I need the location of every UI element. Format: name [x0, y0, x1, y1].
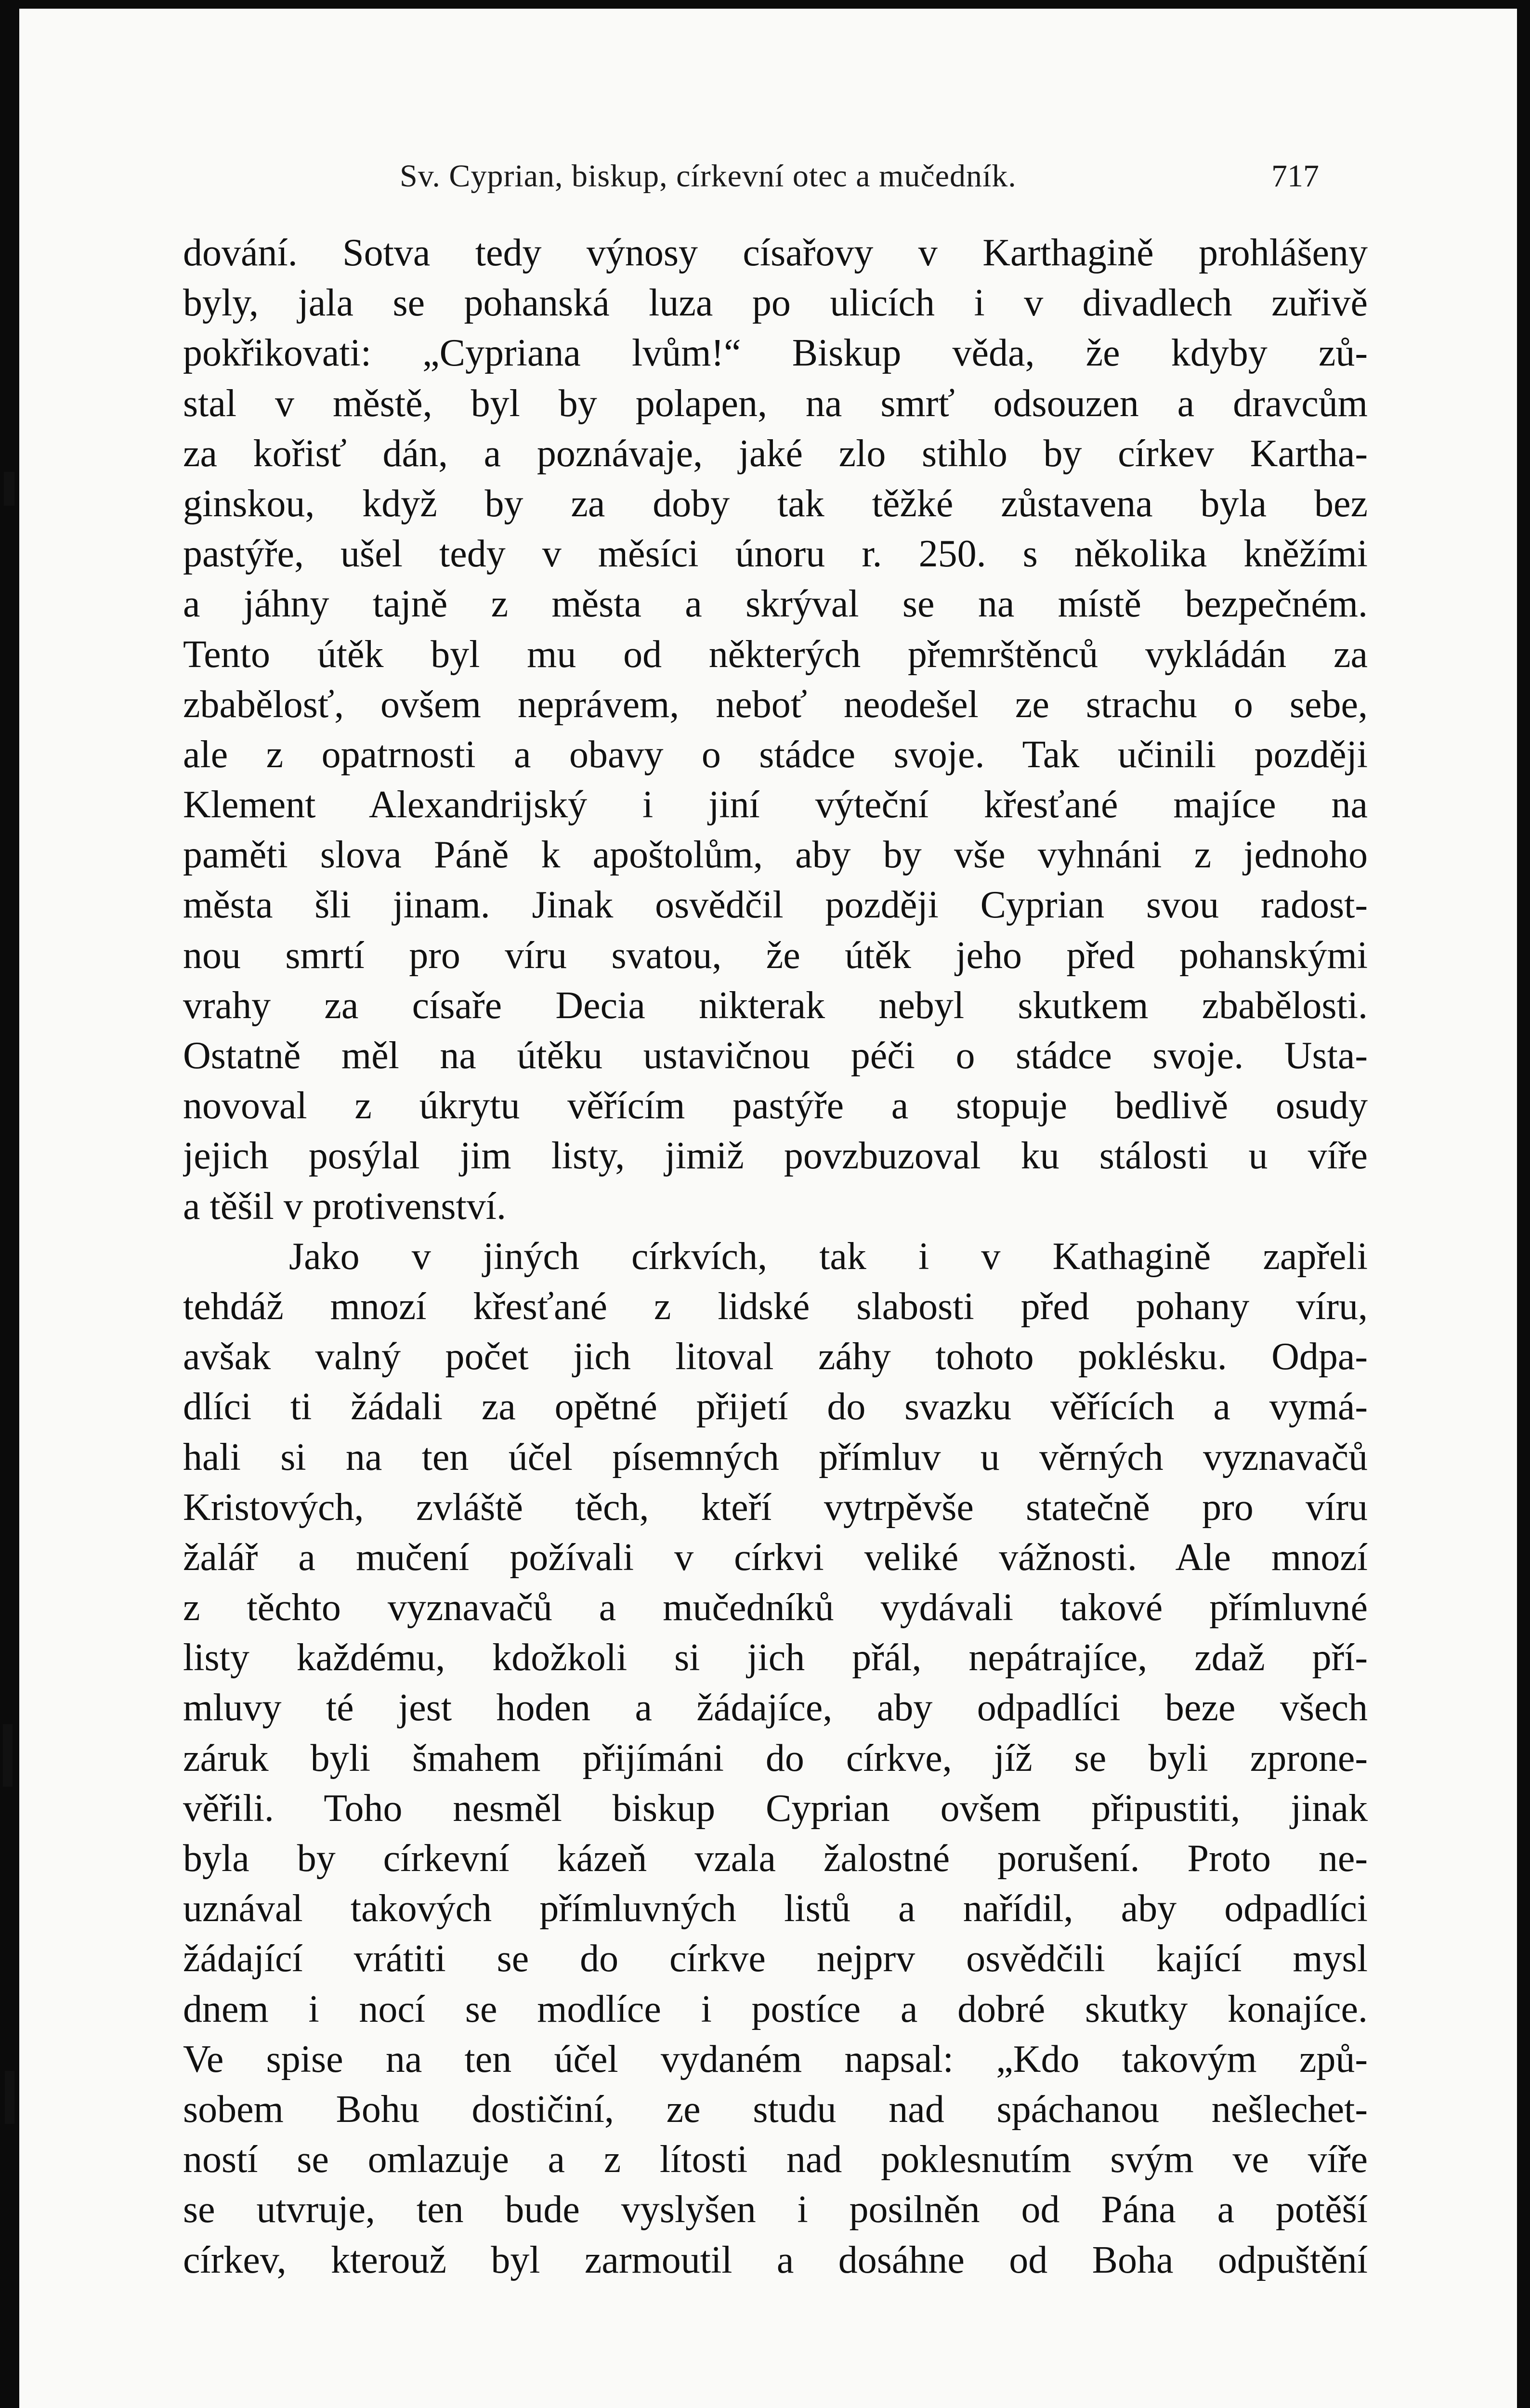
- text-line: a jáhny tajně z města a skrýval se na místě bezpečném.: [183, 583, 1368, 626]
- text-line: Jako v jiných církvích, tak i v Kathagině zapřeli: [289, 1235, 1368, 1278]
- scan-edge-mark: [3, 1724, 13, 1787]
- text-line: zbabělosť, ovšem neprávem, neboť neodešel ze strachu o sebe,: [183, 683, 1368, 726]
- text-line: sobem Bohu dostičiní, ze studu nad spáchanou nešlechet-: [183, 2088, 1368, 2131]
- text-line: z těchto vyznavačů a mučedníků vydávali takové přímluvné: [183, 1586, 1368, 1629]
- text-line: se utvruje, ten bude vyslyšen i posilněn od Pána a potěší: [183, 2188, 1368, 2231]
- text-line: dnem i nocí se modlíce i postíce a dobré skutky konajíce.: [183, 1988, 1368, 2030]
- text-line: nou smrtí pro víru svatou, že útěk jeho před pohanskými: [183, 934, 1368, 977]
- text-line: uznával takových přímluvných listů a nařídil, aby odpadlíci: [183, 1887, 1368, 1930]
- paragraph: [183, 1231, 1368, 2285]
- text-line: za kořisť dán, a poznávaje, jaké zlo stihlo by církev Kartha-: [183, 432, 1368, 475]
- text-line: dlíci ti žádali za opětné přijetí do svazku věřících a vymá-: [183, 1386, 1368, 1428]
- text-line: mluvy té jest hoden a žádajíce, aby odpadlíci beze všech: [183, 1687, 1368, 1729]
- text-line: byly, jala se pohanská luza po ulicích i v divadlech zuřivě: [183, 282, 1368, 325]
- text-line: paměti slova Páně k apoštolům, aby by vše vyhnáni z jednoho: [183, 834, 1368, 877]
- text-line: a těšil v protivenství.: [183, 1185, 507, 1228]
- running-title: Sv. Cyprian, biskup, církevní otec a mučedník.: [400, 158, 1017, 194]
- text-line: Ve spise na ten účel vydaném napsal: „Kdo takovým způ-: [183, 2038, 1368, 2081]
- text-line: Tento útěk byl mu od některých přemrštěnců vykládán za: [183, 633, 1368, 676]
- text-line: ností se omlazuje a z lítosti nad poklesnutím svým ve víře: [183, 2138, 1368, 2181]
- text-line: Kristových, zvláště těch, kteří vytrpěvše statečně pro víru: [183, 1486, 1368, 1529]
- text-line: jejich posýlal jim listy, jimiž povzbuzoval ku stálosti u víře: [183, 1135, 1368, 1178]
- text-line: Klement Alexandrijský i jiní výteční křesťané majíce na: [183, 784, 1368, 826]
- text-line: pokřikovati: „Cypriana lvům!“ Biskup věda, že kdyby zů-: [183, 332, 1368, 375]
- text-line: byla by církevní kázeň vzala žalostné porušení. Proto ne-: [183, 1837, 1368, 1880]
- text-line: církev, kterouž byl zarmoutil a dosáhne od Boha odpuštění: [183, 2238, 1368, 2281]
- scan-edge-mark: [5, 2071, 14, 2124]
- text-line: vrahy za císaře Decia nikterak nebyl skutkem zbabělosti.: [183, 984, 1368, 1027]
- page-header: [19, 148, 1517, 201]
- text-line: věřili. Toho nesměl biskup Cyprian ovšem připustiti, jinak: [183, 1787, 1368, 1830]
- text-line: pastýře, ušel tedy v měsíci únoru r. 250. s několika kněžími: [183, 533, 1368, 576]
- body-text: [183, 228, 1368, 2285]
- text-line: města šli jinam. Jinak osvědčil později Cyprian svou radost-: [183, 884, 1368, 927]
- book-page: [19, 9, 1517, 2408]
- page-number: 717: [1271, 158, 1319, 194]
- text-line: novoval z úkrytu věřícím pastýře a stopuje bedlivě osudy: [183, 1085, 1368, 1127]
- text-line: žádající vrátiti se do církve nejprv osvědčili kající mysl: [183, 1937, 1368, 1980]
- scan-edge-mark: [4, 472, 14, 506]
- text-line: žalář a mučení požívali v církvi veliké vážnosti. Ale mnozí: [183, 1536, 1368, 1579]
- text-line: dování. Sotva tedy výnosy císařovy v Karthagině prohlášeny: [183, 232, 1368, 274]
- text-line: ginskou, když by za doby tak těžké zůstavena byla bez: [183, 482, 1368, 525]
- text-line: záruk byli šmahem přijímáni do církve, jíž se byli zprone-: [183, 1737, 1368, 1780]
- text-line: listy každému, kdožkoli si jich přál, nepátrajíce, zdaž pří-: [183, 1636, 1368, 1679]
- text-line: hali si na ten účel písemných přímluv u věrných vyznavačů: [183, 1436, 1368, 1479]
- text-line: stal v městě, byl by polapen, na smrť odsouzen a dravcům: [183, 382, 1368, 425]
- text-line: avšak valný počet jich litoval záhy tohoto poklésku. Odpa-: [183, 1335, 1368, 1378]
- paragraph: [183, 228, 1368, 1231]
- text-line: Ostatně měl na útěku ustavičnou péči o stádce svoje. Usta-: [183, 1034, 1368, 1077]
- text-line: tehdáž mnozí křesťané z lidské slabosti před pohany víru,: [183, 1285, 1368, 1328]
- text-line: ale z opatrnosti a obavy o stádce svoje. Tak učinili později: [183, 733, 1368, 776]
